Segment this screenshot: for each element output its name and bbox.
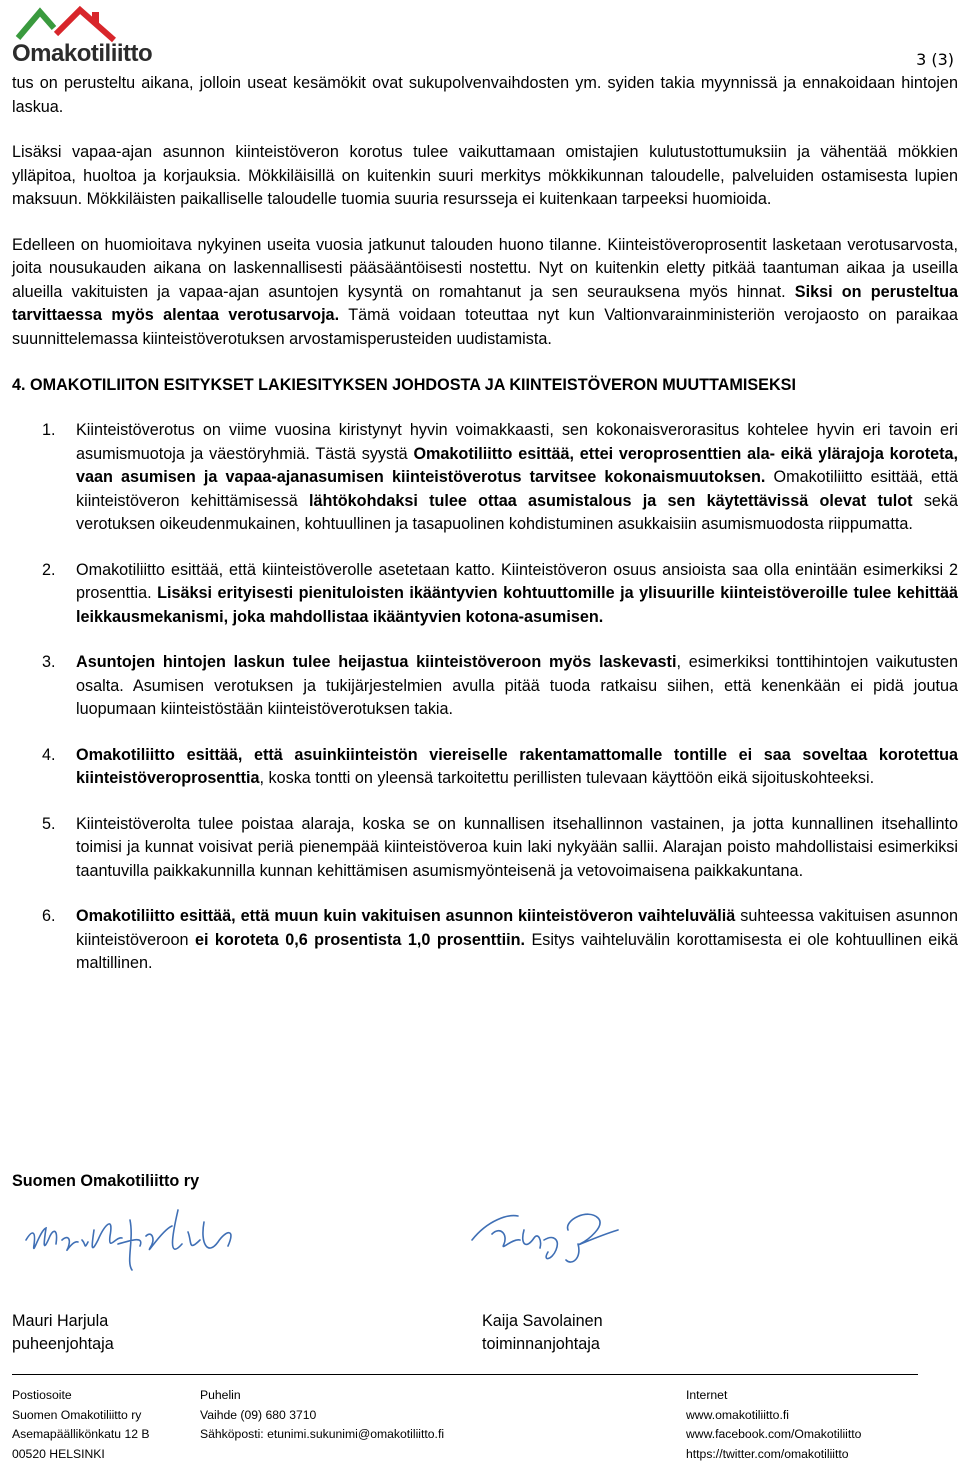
body-text: Edelleen on huomioitava nykyinen useita vuosia jatkunut talouden huono tilanne. Kiinteistöveroprosentit lasketaan verotusarvosta, joita nousukauden aikana on laskennallisesti pääsääntöisesti nostettu. Nyt on kuitenkin eletty pitkää taantuman aikaa ja useilla alueilla vakituisten ja vapaa-ajan asuntojen kysyntä on romahtanut ja sen seurauksena myös hinnat. bbox=[12, 236, 958, 301]
proposal-list bbox=[12, 419, 958, 976]
paragraph bbox=[12, 72, 958, 119]
footer-phone bbox=[200, 1386, 444, 1445]
signatory-name: Kaija Savolainen bbox=[482, 1310, 603, 1333]
footer-line: Sähköposti: etunimi.sukunimi@omakotiliitto.fi bbox=[200, 1425, 444, 1445]
body-text: Kiinteistöverolta tulee poistaa alaraja, koska se on kunnallisen itsehallinnon vastainen, ja jotta kunnallinen itsehallinto toimisi ja kunnat voisivat periä pienempää kiinteistöveroa kuin laki nykyään sallii. Alarajan poisto mahdollistaisi esimerkiksi taantuvilla paikkakunnilla kunnan kehittämisen asumismyönteisenä ja vetovoimaisena paikkakuntana. bbox=[76, 815, 958, 880]
footer-line: Suomen Omakotiliitto ry bbox=[12, 1406, 150, 1426]
footer-internet bbox=[686, 1386, 861, 1464]
page-number: 3 (3) bbox=[916, 50, 954, 69]
footer-line: 00520 HELSINKI bbox=[12, 1445, 150, 1464]
intro-paragraphs bbox=[12, 72, 958, 351]
body-text: tus on perusteltu aikana, jolloin useat kesämökit ovat sukupolvenvaihdosten ym. syiden takia myynnissä ja ennakoidaan hintojen laskua. bbox=[12, 74, 958, 116]
footer-heading: Puhelin bbox=[200, 1386, 444, 1406]
footer-heading: Internet bbox=[686, 1386, 861, 1406]
footer-line: Asemapäällikönkatu 12 B bbox=[12, 1425, 150, 1445]
body-text: sekä verotuksen oikeudenmukainen, kohtuullinen ja tasapuolinen kohdistuminen asukkaisiin asumismuodosta riippumatta. bbox=[76, 492, 958, 534]
emphasis-text: Omakotiliitto esittää, ettei veroprosenttien ala- eikä ylärajoja koroteta, vaan asumisen ja vapaa-ajanasumisen kiinteistöverotus tarvitsee kokonaismuutoksen. bbox=[76, 445, 958, 487]
footer-line: https://twitter.com/omakotiliitto bbox=[686, 1445, 861, 1464]
emphasis-text: Siksi on perusteltua tarvittaessa myös alentaa verotusarvoja. bbox=[12, 283, 958, 325]
signature-mauri-harjula bbox=[22, 1200, 262, 1290]
emphasis-text: Omakotiliitto esittää, että muun kuin vakituisen asunnon kiinteistöveron vaihteluväliä bbox=[76, 907, 735, 925]
proposal-item bbox=[12, 905, 958, 976]
body-text: Tämä voidaan toteuttaa nyt kun Valtionvarainministeriön verojaosto on paraikaa suunnittelemassa kiinteistöverotuksen arvostamisperusteiden uudistamista. bbox=[12, 306, 958, 348]
proposal-item bbox=[12, 651, 958, 722]
proposal-item bbox=[12, 813, 958, 884]
body-text: Lisäksi vapaa-ajan asunnon kiinteistöveron korotus tulee vaikuttamaan omistajien kulutustottumuksiin ja vähentää mökkien ylläpitoa, huoltoa ja korjauksia. Mökkiläisillä on kuitenkin suuri merkitys mökkikunnan taloudelle, palveluiden ostamisesta lupien maksuun. Mökkiläisten paikalliselle taloudelle tuomia suuria resursseja ei kuitenkaan tarpeeksi huomioida. bbox=[12, 143, 958, 208]
emphasis-text: lähtökohdaksi tulee ottaa asumistalous ja sen käytettävissä olevat tulot bbox=[309, 492, 913, 510]
footer-line: www.omakotiliitto.fi bbox=[686, 1406, 861, 1426]
body-text: Kiinteistöverotus on viime vuosina kiristynyt hyvin voimakkaasti, sen kokonaisverorasitus kohtelee hyvin eri tavoin eri asumismuotoja ja väestöryhmiä. Tästä syystä bbox=[76, 421, 958, 463]
footer-line: Vaihde (09) 680 3710 bbox=[200, 1406, 444, 1426]
section-heading: 4. OMAKOTILIITON ESITYKSET LAKIESITYKSEN JOHDOSTA JA KIINTEISTÖVERON MUUTTAMISEKSI bbox=[12, 373, 958, 397]
footer-divider bbox=[12, 1374, 918, 1375]
signature-kaija-savolainen bbox=[468, 1200, 638, 1270]
signatory-title: toiminnanjohtaja bbox=[482, 1333, 603, 1356]
proposal-item bbox=[12, 419, 958, 537]
footer-postal-address bbox=[12, 1386, 150, 1464]
proposal-item bbox=[12, 744, 958, 791]
proposal-number: 3. bbox=[42, 651, 56, 675]
footer-heading: Postiosoite bbox=[12, 1386, 150, 1406]
emphasis-text: Omakotiliitto esittää, että asuinkiinteistön viereiselle rakentamattomalle tontille ei saa soveltaa korotettua kiinteistöveroprosenttia bbox=[76, 746, 958, 788]
closing-organization: Suomen Omakotiliitto ry bbox=[12, 1172, 199, 1191]
emphasis-text: Lisäksi erityisesti pienituloisten ikääntyvien kohtuuttomille ja ylisuurille kiinteistöveroille tulee kehittää leikkausmekanismi, joka mahdollistaa ikääntyvien kotona-asumisen. bbox=[76, 584, 958, 626]
omakotiliitto-logo bbox=[12, 4, 157, 74]
house-roof-logo-icon bbox=[12, 4, 157, 44]
paragraph bbox=[12, 234, 958, 352]
signatory-2 bbox=[482, 1310, 603, 1356]
footer-line: www.facebook.com/Omakotiliitto bbox=[686, 1425, 861, 1445]
emphasis-text: Asuntojen hintojen laskun tulee heijastua kiinteistöveroon myös laskevasti bbox=[76, 653, 676, 671]
paragraph bbox=[12, 141, 958, 212]
signatory-title: puheenjohtaja bbox=[12, 1333, 114, 1356]
body-text: Omakotiliitto esittää, että kiinteistöveron kehittämisessä bbox=[76, 468, 958, 510]
body-text: Omakotiliitto esittää, että kiinteistöverolle asetetaan katto. Kiinteistöveron osuus ansioista saa olla enintään esimerkiksi 2 prosenttia. bbox=[76, 561, 958, 603]
document-body bbox=[12, 72, 958, 998]
proposal-number: 4. bbox=[42, 744, 56, 768]
proposal-number: 2. bbox=[42, 559, 56, 583]
signatory-1 bbox=[12, 1310, 114, 1356]
proposal-number: 6. bbox=[42, 905, 56, 929]
body-text: Esitys vaihteluvälin korottamisesta ei ole kohtuullinen eikä maltillinen. bbox=[76, 931, 958, 973]
emphasis-text: ei koroteta 0,6 prosentista 1,0 prosenttiin. bbox=[195, 931, 525, 949]
logo-wordmark: Omakotiliitto bbox=[12, 40, 152, 68]
page-header bbox=[0, 0, 960, 80]
signatory-name: Mauri Harjula bbox=[12, 1310, 114, 1333]
body-text: , koska tontti on yleensä tarkoitettu perillisten tulevaan käyttöön eikä sijoituskohteeksi. bbox=[260, 769, 875, 787]
proposal-number: 1. bbox=[42, 419, 56, 443]
body-text: suhteessa vakituisen asunnon kiinteistöveroon bbox=[76, 907, 958, 949]
body-text: , esimerkiksi tonttihintojen vaikutusten osalta. Asumisen verotuksen ja tukijärjestelmien avulla pitää tuoda ratkaisu siihen, että kenenkään ei pidä joutua luopumaan kiinteistöstään kiinteistöverotuksen takia. bbox=[76, 653, 958, 718]
proposal-number: 5. bbox=[42, 813, 56, 837]
proposal-item bbox=[12, 559, 958, 630]
